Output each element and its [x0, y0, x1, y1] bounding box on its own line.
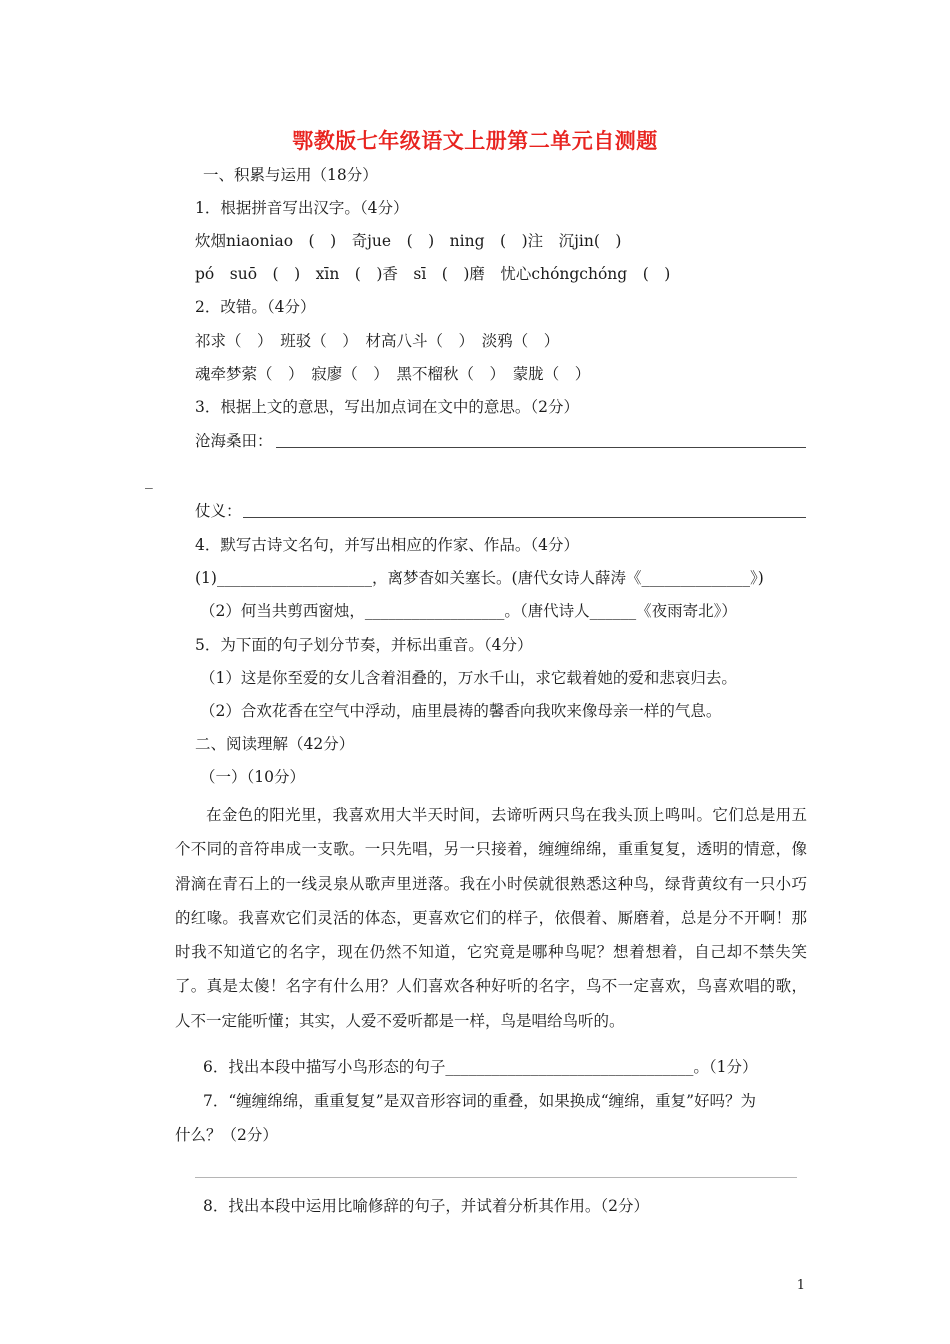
question-7-line-1: 7．“缠缠绵绵，重重复复”是双音形容词的重叠，如果换成“缠绵，重复”好吗？为: [203, 1092, 757, 1110]
question-5-heading: 5．为下面的句子划分节奏，并标出重音。（4分）: [195, 636, 533, 654]
question-7-line-2: 什么？（2分）: [175, 1126, 278, 1144]
question-8: 8．找出本段中运用比喻修辞的句子，并试着分析其作用。（2分）: [203, 1197, 649, 1215]
question-4-item-1: (1)____________________，离梦杳如关塞长。(唐代女诗人薛涛《______________》): [195, 569, 764, 587]
answer-line: [276, 447, 806, 448]
section-heading-1: 一、积累与运用（18分）: [203, 166, 378, 184]
question-1-heading: 1．根据拼音写出汉字。（4分）: [195, 199, 409, 217]
question-2-row-1: 祁求（ ） 班驳（ ） 材高八斗（ ） 淡鸦（ ）: [195, 332, 560, 350]
reading-part-1-heading: （一）（10分）: [200, 768, 305, 786]
question-1-row-1: 炊烟niaoniao ( ) 奇jue ( ) ning ( )注 沉jin( ): [195, 232, 622, 250]
question-6: 6．找出本段中描写小鸟形态的句子________________________________。（1分）: [203, 1058, 758, 1076]
section-heading-2: 二、阅读理解（42分）: [195, 735, 355, 753]
stray-underscore: _: [145, 471, 153, 489]
question-5-item-1: （1）这是你至爱的女儿含着泪叠的，万水千山，求它载着她的爱和悲哀归去。: [200, 669, 737, 687]
answer-line: [243, 517, 806, 518]
answer-line: [195, 1177, 797, 1178]
question-1-row-2: pó suō ( ) xīn ( )香 sī ( )磨 忧心chóngchóng ( ): [195, 265, 671, 283]
question-3-item-2-label: 仗义：: [195, 502, 242, 520]
question-5-item-2: （2）合欢花香在空气中浮动，庙里晨祷的馨香向我吹来像母亲一样的气息。: [200, 702, 722, 720]
question-3-item-1-label: 沧海桑田：: [195, 432, 273, 450]
question-4-item-2: （2）何当共剪西窗烛，__________________。（唐代诗人______《夜雨寄北》）: [200, 602, 737, 620]
question-4-heading: 4．默写古诗文名句，并写出相应的作家、作品。（4分）: [195, 536, 579, 554]
page-number: 1: [796, 1278, 805, 1293]
question-2-heading: 2．改错。（4分）: [195, 298, 316, 316]
question-2-row-2: 魂牵梦萦（ ） 寂廖（ ） 黑不榴秋（ ） 蒙胧（ ）: [195, 365, 591, 383]
reading-passage: 在金色的阳光里，我喜欢用大半天时间，去谛听两只鸟在我头顶上鸣叫。它们总是用五个不同的音符串成一支歌。一只先唱，另一只接着，缠缠绵绵，重重复复，透明的情意，像滑滴在青石上的一线灵泉从歌声里迸落。我在小时侯就很熟悉这种鸟，绿背黄纹有一只小巧的红喙。我喜欢它们灵活的体态，更喜欢它们的样子，依偎着、厮磨着，总是分不开啊！那时我不知道它的名字，现在仍然不知道，它究竟是哪种鸟呢？想着想着，自己却不禁失笑了。真是太傻！名字有什么用？人们喜欢各种好听的名字，鸟不一定喜欢，鸟喜欢唱的歌，人不一定能听懂；其实，人爱不爱听都是一样，鸟是唱给鸟听的。: [175, 806, 807, 1030]
question-3-heading: 3．根据上文的意思，写出加点词在文中的意思。（2分）: [195, 398, 579, 416]
page-title: 鄂教版七年级语文上册第二单元自测题: [292, 128, 658, 153]
